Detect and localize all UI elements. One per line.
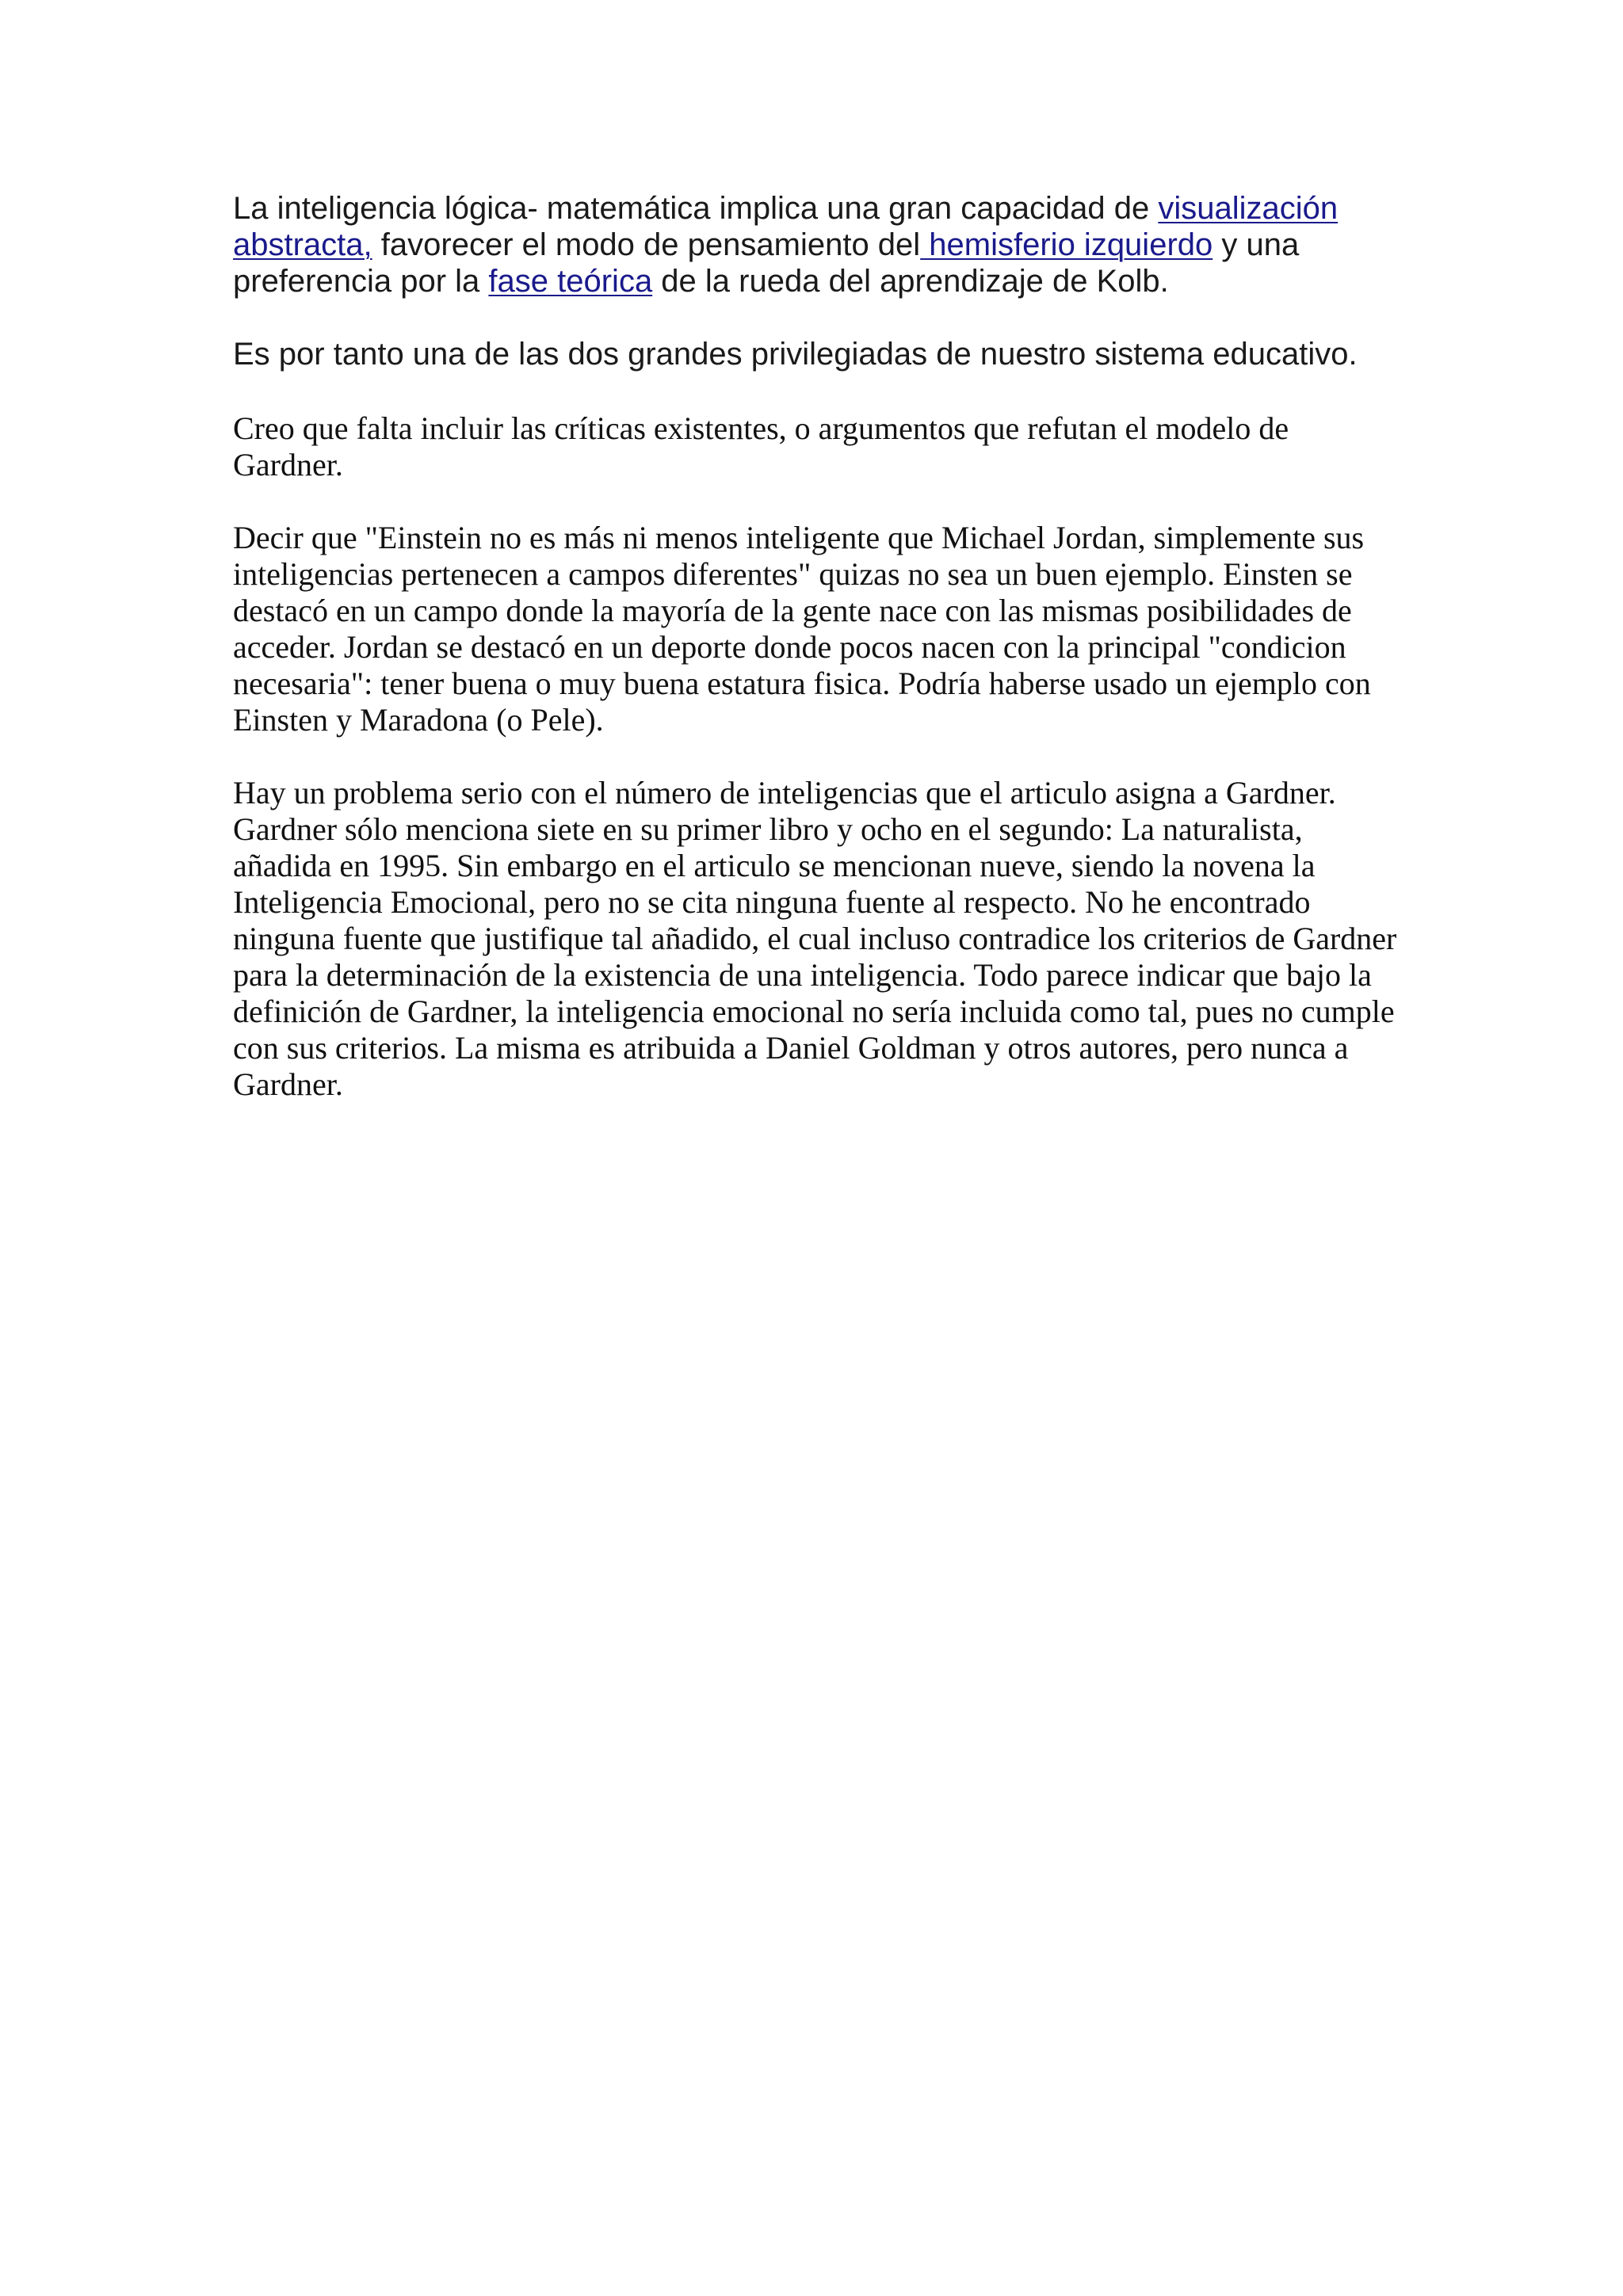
link-visualizacion-abstracta[interactable]: visualización abstracta, xyxy=(233,191,1338,262)
paragraph-educational-system: Es por tanto una de las dos grandes privilegiadas de nuestro sistema educativo. xyxy=(233,337,1358,372)
link-fase-teorica[interactable]: fase teórica xyxy=(488,264,653,299)
paragraph-1-text-a: La inteligencia lógica- matemática implica una gran capacidad de xyxy=(233,191,1159,226)
paragraph-criticism-missing: Creo que falta incluir las críticas existentes, o argumentos que refutan el modelo de Gardner. xyxy=(233,410,1289,482)
paragraph-einstein-jordan: Decir que "Einstein no es más ni menos inteligente que Michael Jordan, simplemente sus inteligencias pertenecen a campos diferentes" quizas no sea un buen ejemplo. Einsten se destacó en un campo donde la mayoría de la gente nace con las mismas posibilidades de acceder. Jordan se destacó en un deporte donde pocos nacen con la principal "condicion necesaria": tener buena o muy buena estatura fisica. Podría haberse usado un ejemplo con Einsten y Maradona (o Pele). xyxy=(233,520,1371,738)
paragraph-logical-intelligence xyxy=(233,190,1406,299)
link-hemisferio-izquierdo[interactable]: hemisferio izquierdo xyxy=(920,227,1213,262)
paragraph-1-text-b: favorecer el modo de pensamiento del xyxy=(372,227,921,262)
document-body xyxy=(233,190,1406,1103)
paragraph-number-of-intelligences: Hay un problema serio con el número de inteligencias que el articulo asigna a Gardner. Gardner sólo menciona siete en su primer libro y ocho en el segundo: La naturalista, añadida en 1995. Sin embargo en el articulo se mencionan nueve, siendo la novena la Inteligencia Emocional, pero no se cita ninguna fuente al respecto. No he encontrado ninguna fuente que justifique tal añadido, el cual incluso contradice los criterios de Gardner para la determinación de la existencia de una inteligencia. Todo parece indicar que bajo la definición de Gardner, la inteligencia emocional no sería incluida como tal, pues no cumple con sus criterios. La misma es atribuida a Daniel Goldman y otros autores, pero nunca a Gardner. xyxy=(233,775,1397,1102)
paragraph-1-text-c: y una preferencia por la xyxy=(233,227,1300,299)
paragraph-1-text-d: de la rueda del aprendizaje de Kolb. xyxy=(652,264,1169,299)
